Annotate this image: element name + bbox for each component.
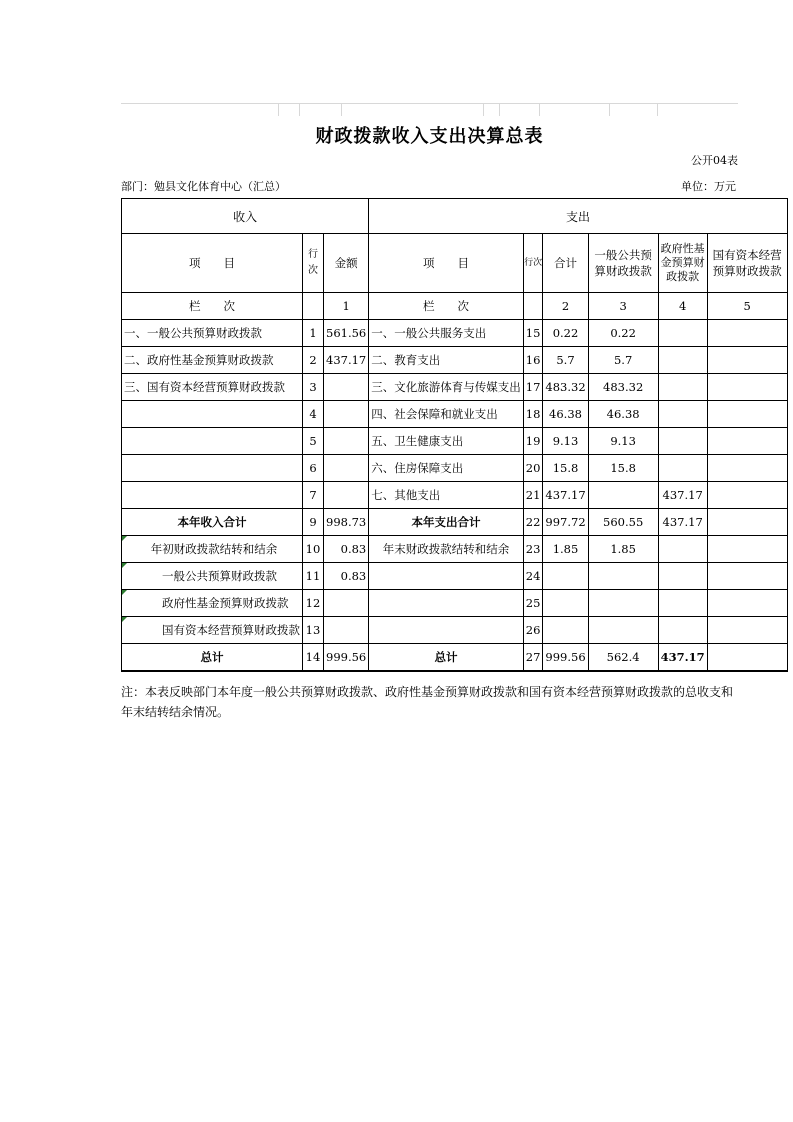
income-year-total: 998.73 [324,509,369,536]
expense-rowno-header: 行次 [523,234,543,293]
income-amount [324,617,369,644]
expense-item [369,563,524,590]
income-column-label: 栏 次 [122,293,303,320]
unit-label: 单位：万元 [681,180,736,193]
income-header: 收入 [122,199,369,234]
expense-fund: 437.17 [658,644,707,672]
income-item: 政府性基金预算财政拨款 [122,590,303,617]
income-amount: 0.83 [324,536,369,563]
expense-fund [658,347,707,374]
expense-item: 一、一般公共服务支出 [369,320,524,347]
expense-fund [658,374,707,401]
expense-grand-total-label: 总计 [369,644,524,672]
expense-capital [707,509,787,536]
sheet-gridlines [121,103,738,116]
carry-row [122,536,788,563]
income-item [122,401,303,428]
table-row [122,428,788,455]
expense-general: 46.38 [588,401,658,428]
income-row-no: 7 [303,482,324,509]
expense-total [543,590,588,617]
table-row [122,347,788,374]
expense-row-no: 17 [523,374,543,401]
income-row-no: 10 [303,536,324,563]
col-number-3: 3 [588,293,658,320]
table-row [122,374,788,401]
carry-row [122,563,788,590]
income-row-no: 12 [303,590,324,617]
expense-row-no: 27 [523,644,543,672]
expense-item: 三、文化旅游体育与传媒支出 [369,374,524,401]
general-budget-header: 一般公共预算财政拨款 [588,234,658,293]
expense-general [588,590,658,617]
income-amount [324,482,369,509]
table-row [122,455,788,482]
expense-general [588,617,658,644]
income-row-no: 6 [303,455,324,482]
table-row [122,320,788,347]
income-item: 年初财政拨款结转和结余 [122,536,303,563]
carry-row [122,617,788,644]
expense-row-no: 22 [523,509,543,536]
expense-general: 15.8 [588,455,658,482]
expense-row-no: 23 [523,536,543,563]
expense-fund [658,401,707,428]
expense-general [588,482,658,509]
income-grand-total: 999.56 [324,644,369,672]
expense-total: 15.8 [543,455,588,482]
income-row-no: 4 [303,401,324,428]
income-year-total-label: 本年收入合计 [122,509,303,536]
footnote: 注：本表反映部门本年度一般公共预算财政拨款、政府性基金预算财政拨款和国有资本经营预算财政拨款的总收支和年末结转结余情况。 [121,685,734,719]
income-row-no: 1 [303,320,324,347]
income-row-no: 2 [303,347,324,374]
income-row-no: 11 [303,563,324,590]
department-label: 部门：勉县文化体育中心（汇总） [121,180,286,193]
income-amount: 437.17 [324,347,369,374]
expense-total: 0.22 [543,320,588,347]
income-rowno-header: 行次 [303,234,324,293]
expense-capital [707,347,787,374]
income-amount [324,455,369,482]
expense-item-header: 项 目 [369,234,524,293]
income-amount [324,428,369,455]
expense-column-label: 栏 次 [369,293,524,320]
expense-item: 二、教育支出 [369,347,524,374]
expense-total: 46.38 [543,401,588,428]
expense-row-no: 19 [523,428,543,455]
expense-row-no: 25 [523,590,543,617]
income-row-no: 13 [303,617,324,644]
expense-row-no: 16 [523,347,543,374]
expense-general: 0.22 [588,320,658,347]
expense-total: 483.32 [543,374,588,401]
expense-general: 9.13 [588,428,658,455]
expense-fund [658,320,707,347]
expense-year-total: 997.72 [543,509,588,536]
expense-capital [707,644,787,672]
income-amount: 0.83 [324,563,369,590]
carry-row [122,590,788,617]
total-header: 合计 [543,234,588,293]
expense-item: 六、住房保障支出 [369,455,524,482]
expense-row-no: 21 [523,482,543,509]
form-number: 公开04表 [691,154,738,167]
expense-year-total-label: 本年支出合计 [369,509,524,536]
expense-capital [707,482,787,509]
income-item [122,428,303,455]
expense-row-no: 18 [523,401,543,428]
expense-capital [707,401,787,428]
expense-total: 5.7 [543,347,588,374]
expense-capital [707,320,787,347]
income-amount [324,590,369,617]
income-item: 国有资本经营预算财政拨款 [122,617,303,644]
income-item: 三、国有资本经营预算财政拨款 [122,374,303,401]
expense-item: 五、卫生健康支出 [369,428,524,455]
expense-general: 562.4 [588,644,658,672]
report-title: 财政拨款收入支出决算总表 [315,126,544,147]
expense-total: 437.17 [543,482,588,509]
expense-row-no: 26 [523,617,543,644]
expense-total: 1.85 [543,536,588,563]
income-amount [324,401,369,428]
expense-row-no: 24 [523,563,543,590]
income-row-no: 3 [303,374,324,401]
expense-fund [658,455,707,482]
income-item [122,482,303,509]
expense-capital [707,374,787,401]
income-amount: 561.56 [324,320,369,347]
col-number-1: 1 [324,293,369,320]
income-item: 一般公共预算财政拨款 [122,563,303,590]
income-row-no: 5 [303,428,324,455]
income-item: 一、一般公共预算财政拨款 [122,320,303,347]
expense-item [369,617,524,644]
col-number-2: 2 [543,293,588,320]
expense-total: 9.13 [543,428,588,455]
expense-header: 支出 [369,199,787,234]
grand-total-row [122,644,788,672]
income-row-no: 9 [303,509,324,536]
col-number-5: 5 [707,293,787,320]
gov-fund-header: 政府性基金预算财政拨款 [658,234,707,293]
expense-general: 483.32 [588,374,658,401]
income-item: 二、政府性基金预算财政拨款 [122,347,303,374]
table-row [122,401,788,428]
expense-capital [707,455,787,482]
expense-general: 560.55 [588,509,658,536]
income-row-no: 14 [303,644,324,672]
expense-total [543,617,588,644]
expense-item: 七、其他支出 [369,482,524,509]
expense-general: 5.7 [588,347,658,374]
expense-fund: 437.17 [658,482,707,509]
expense-item: 四、社会保障和就业支出 [369,401,524,428]
expense-general [588,563,658,590]
income-item-header: 项 目 [122,234,303,293]
expense-fund: 437.17 [658,509,707,536]
amount-header: 金额 [324,234,369,293]
expense-fund [658,428,707,455]
expense-item: 年末财政拨款结转和结余 [369,536,524,563]
expense-general: 1.85 [588,536,658,563]
year-total-row [122,509,788,536]
table-row [122,482,788,509]
income-amount [324,374,369,401]
expense-total [543,563,588,590]
income-grand-total-label: 总计 [122,644,303,672]
expense-item [369,590,524,617]
expense-row-no: 20 [523,455,543,482]
expense-grand-total: 999.56 [543,644,588,672]
state-capital-header: 国有资本经营预算财政拨款 [707,234,787,293]
col-number-4: 4 [658,293,707,320]
expense-capital [707,428,787,455]
income-item [122,455,303,482]
budget-table [121,198,788,672]
expense-row-no: 15 [523,320,543,347]
